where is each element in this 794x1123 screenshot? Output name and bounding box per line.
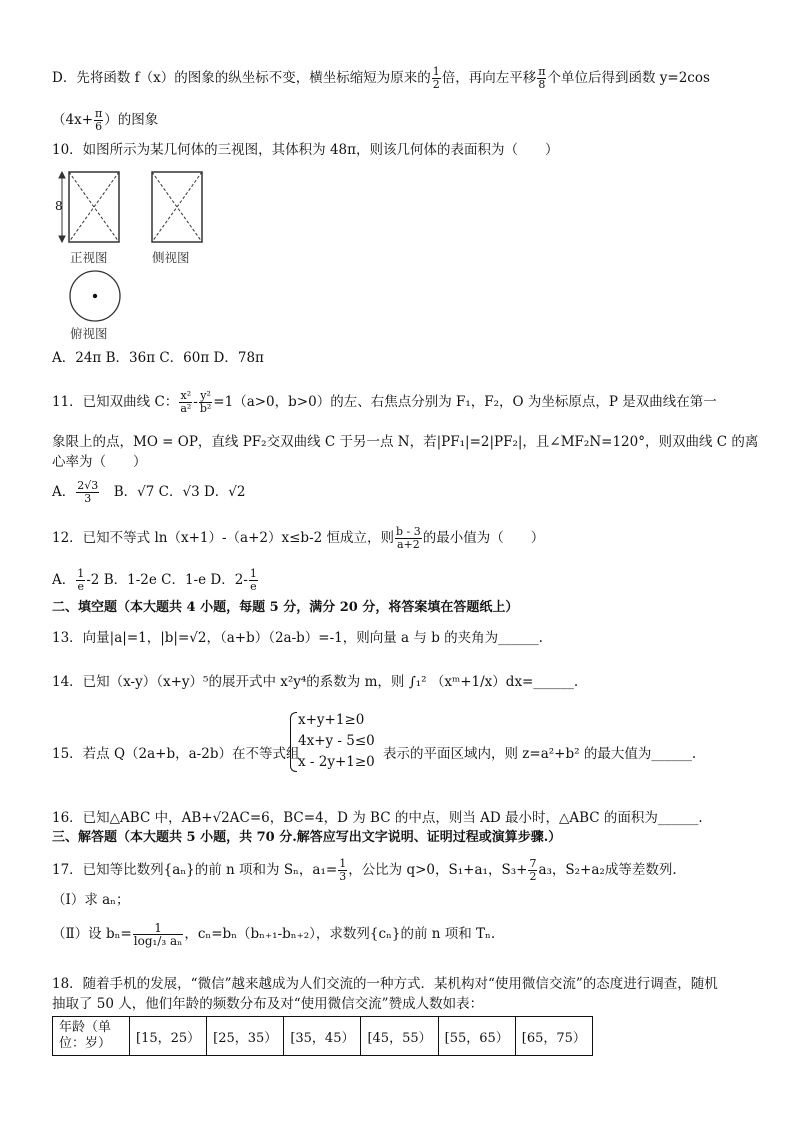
question-10-options: A．24π B．36π C．60π D．78π: [52, 350, 264, 366]
inequality-1: x+y+1≥0: [298, 712, 365, 728]
fraction: $\frac{\pi}{6}$: [95, 107, 103, 133]
table-cell: [55，65）: [438, 1017, 515, 1056]
table-row: [53, 1017, 593, 1056]
question-13: 13．向量|a|=1，|b|=√2，（a+b）（2a-b）=-1，则向量 a 与 b 的夹角为______.: [52, 630, 543, 646]
top-view: [70, 271, 120, 321]
top-view-caption: 俯视图: [70, 326, 108, 341]
question-14: 14．已知（x-y）（x+y）⁵的展开式中 x²y⁴的系数为 m，则 ∫₁² （xᵐ+1/x）dx=______.: [52, 674, 579, 690]
question-12: 12．已知不等式 ln（x+1）-（a+2）x≤b-2 恒成立，则 $\frac{b - 3}{a+2}$ 的最小值为（ ）: [52, 525, 545, 551]
question-18: 18．随着手机的发展，“微信”越来越成为人们交流的一种方式．某机构对“使用微信交流”的态度进行调查，随机: [52, 976, 718, 992]
inequality-3: x - 2y+1≥0: [298, 754, 375, 770]
section-2-heading: 二、填空题（本大题共 4 小题，每题 5 分，满分 20 分，将答案填在答题纸上）: [52, 600, 519, 615]
fraction: $\frac{1}{\text{log₁/₃ aₙ}}$: [133, 921, 183, 948]
question-17-part-1: （Ⅰ）求 aₙ；: [52, 892, 130, 908]
fraction: $\frac{2√3}{3}$: [77, 479, 99, 505]
question-10: 10．如图所示为某几何体的三视图，其体积为 48π，则该几何体的表面积为（ ）: [52, 142, 559, 158]
dimension-label: 8: [55, 199, 63, 213]
age-table: [52, 1016, 593, 1056]
fraction: $\frac{1}{e}$: [249, 567, 257, 593]
question-15-a: 15．若点 Q（2a+b，a-2b）在不等式组: [52, 746, 300, 762]
question-17-part-2: （Ⅱ）设 bₙ= $\frac{1}{\text{log₁/₃ aₙ}}$ ，cₙ=bₙ（bₙ₊₁-bₙ₊₂），求数列{cₙ}的前 n 项和 Tₙ.: [52, 921, 496, 948]
fraction: $\frac{\text{x²}}{\text{a²}}$: [180, 389, 192, 415]
fraction: $\frac{7}{2}$: [529, 857, 537, 883]
question-11: 11．已知双曲线 C： $\frac{\text{x²}}{\text{a²}}$ - $\frac{\text{y²}}{\text{b²}}$ =1（a>0，b>0）的左、右焦点分别为 F₁，F₂，O 为坐标原点，P 是双曲线在第一: [52, 389, 717, 415]
fraction: $\frac{\pi}{8}$: [538, 65, 546, 91]
q9-option-d: D．先将函数 f（x）的图象的纵坐标不变，横坐标缩短为原来的 $\frac{1}{2}$ 倍，再向左平移 $\frac{\pi}{8}$ 个单位后得到函数 y=2cos: [52, 65, 710, 91]
question-15-b: 表示的平面区域内，则 z=a²+b² 的最大值为______.: [383, 746, 697, 762]
table-cell: [65，75）: [515, 1017, 592, 1056]
q9-option-d-cont: （4x+ $\frac{\pi}{6}$ ）的图象: [52, 107, 159, 133]
table-cell: [15，25）: [130, 1017, 207, 1056]
fraction: $\frac{1}{2}$: [432, 65, 440, 91]
fraction: $\frac{b - 3}{a+2}$: [396, 525, 421, 551]
side-view: [152, 172, 202, 242]
table-cell: [35，45）: [284, 1017, 361, 1056]
fraction: $\frac{\text{y²}}{\text{b²}}$: [199, 389, 212, 415]
question-11-options: A． $\frac{2√3}{3}$ B．√7 C．√3 D．√2: [52, 479, 246, 505]
front-view: [59, 172, 119, 242]
side-view-caption: 侧视图: [152, 250, 190, 265]
fraction: $\frac{1}{e}$: [77, 567, 85, 593]
section-3-heading: 三、解答题（本大题共 5 小题，共 70 分.解答应写出文字说明、证明过程或演算步骤.）: [52, 830, 562, 845]
question-18-cont: 抽取了 50 人，他们年龄的频数分布及对“使用微信交流”赞成人数如表：: [52, 996, 484, 1012]
question-16: 16．已知△ABC 中，AB+√2AC=6，BC=4，D 为 BC 的中点，则当 AD 最小时，△ABC 的面积为______.: [52, 810, 703, 826]
table-header-cell: 年龄（单位：岁）: [53, 1017, 130, 1056]
table-cell: [45，55）: [361, 1017, 438, 1056]
question-11-cont: 象限上的点，MO = OP，直线 PF₂交双曲线 C 于另一点 N，若|PF₁|=2|PF₂|，且∠MF₂N=120°，则双曲线 C 的离: [52, 434, 759, 450]
inequality-2: 4x+y - 5≤0: [298, 733, 375, 749]
fraction: $\frac{1}{3}$: [339, 857, 347, 883]
front-view-caption: 正视图: [70, 250, 108, 265]
question-17: 17．已知等比数列{aₙ}的前 n 项和为 Sₙ，a₁= $\frac{1}{3}$ ，公比为 q>0，S₁+a₁，S₃+ $\frac{7}{2}$ a₃，S₂+a₂成等差数列.: [52, 857, 677, 883]
question-12-options: A． $\frac{1}{e}$ -2 B．1-2e C．1-e D．2- $\frac{1}{e}$: [52, 567, 257, 593]
brace: [290, 712, 297, 772]
question-11-cont2: 心率为（ ）: [52, 454, 147, 470]
table-cell: [25，35）: [207, 1017, 284, 1056]
